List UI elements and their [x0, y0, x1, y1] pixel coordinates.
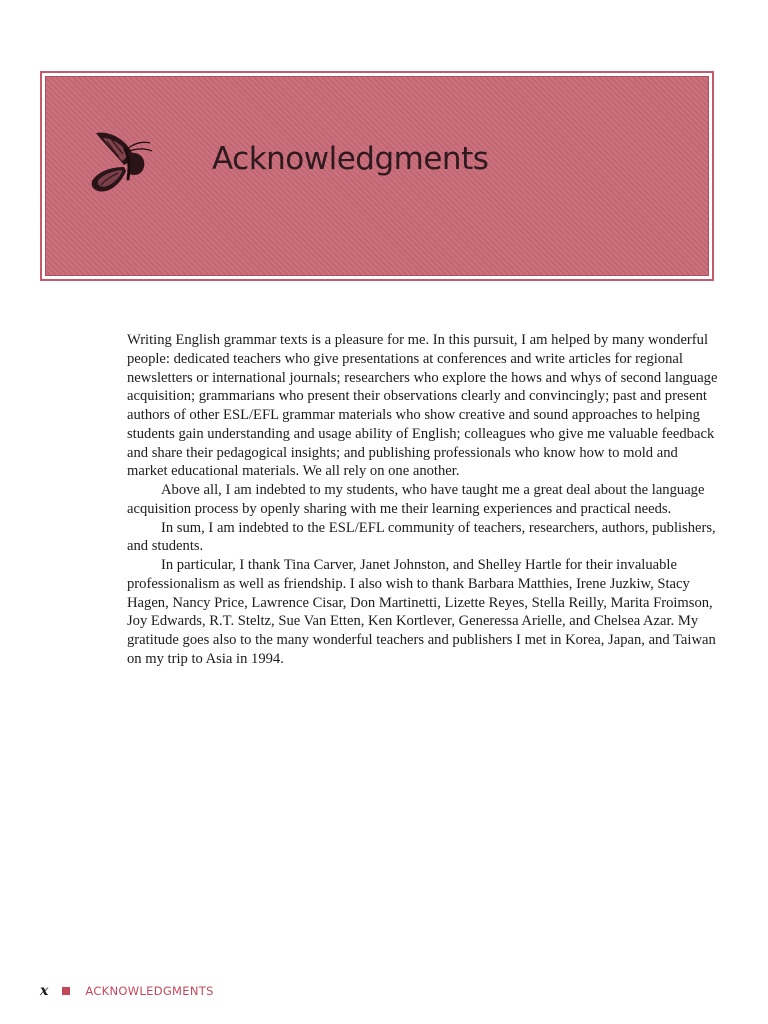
- paragraph: Writing English grammar texts is a pleasure for me. In this pursuit, I am helped by many wonderful people: dedicated teachers who give presentations at conferences and write articles for regional newsletters or international journals; researchers who explore the hows and whys of second language acquisition; grammarians who present their observations clearly and convincingly; past and present authors of other ESL/EFL grammar materials who show creative and sound approaches to helping students gain understanding and usage ability of English; colleagues who give me valuable feedback and share their pedagogical insights; and publishing professionals who know how to mold and market educational materials. We all rely on one another.: [127, 332, 718, 480]
- paragraph: Above all, I am indebted to my students, who have taught me a great deal about the language acquisition process by openly sharing with me their learning experiences and practical needs.: [127, 482, 705, 517]
- page-title: Acknowledgments: [212, 141, 489, 177]
- paragraph: In particular, I thank Tina Carver, Janet Johnston, and Shelley Hartle for their invaluable professionalism as well as friendship. I also wish to thank Barbara Matthies, Irene Juzkiw, Stacy Hagen, Nancy Price, Lawrence Cisar, Don Martinetti, Lizette Reyes, Stella Reilly, Marita Froimson, Joy Edwards, R.T. Steltz, Sue Van Etten, Ken Kortlever, Generessa Arielle, and Chelsea Azar. My gratitude goes also to the many wonderful teachers and publishers I met in Korea, Japan, and Taiwan on my trip to Asia in 1994.: [127, 557, 716, 667]
- page-footer: [40, 983, 214, 999]
- acknowledgments-body: [127, 331, 719, 669]
- title-banner: [40, 71, 714, 281]
- page-number: x: [40, 983, 49, 999]
- butterfly-icon: [84, 123, 160, 199]
- title-banner-fill: [45, 76, 709, 276]
- square-bullet-icon: [62, 987, 70, 995]
- paragraph: In sum, I am indebted to the ESL/EFL community of teachers, researchers, authors, publishers, and students.: [127, 519, 716, 555]
- running-footer-label: ACKNOWLEDGMENTS: [85, 984, 214, 998]
